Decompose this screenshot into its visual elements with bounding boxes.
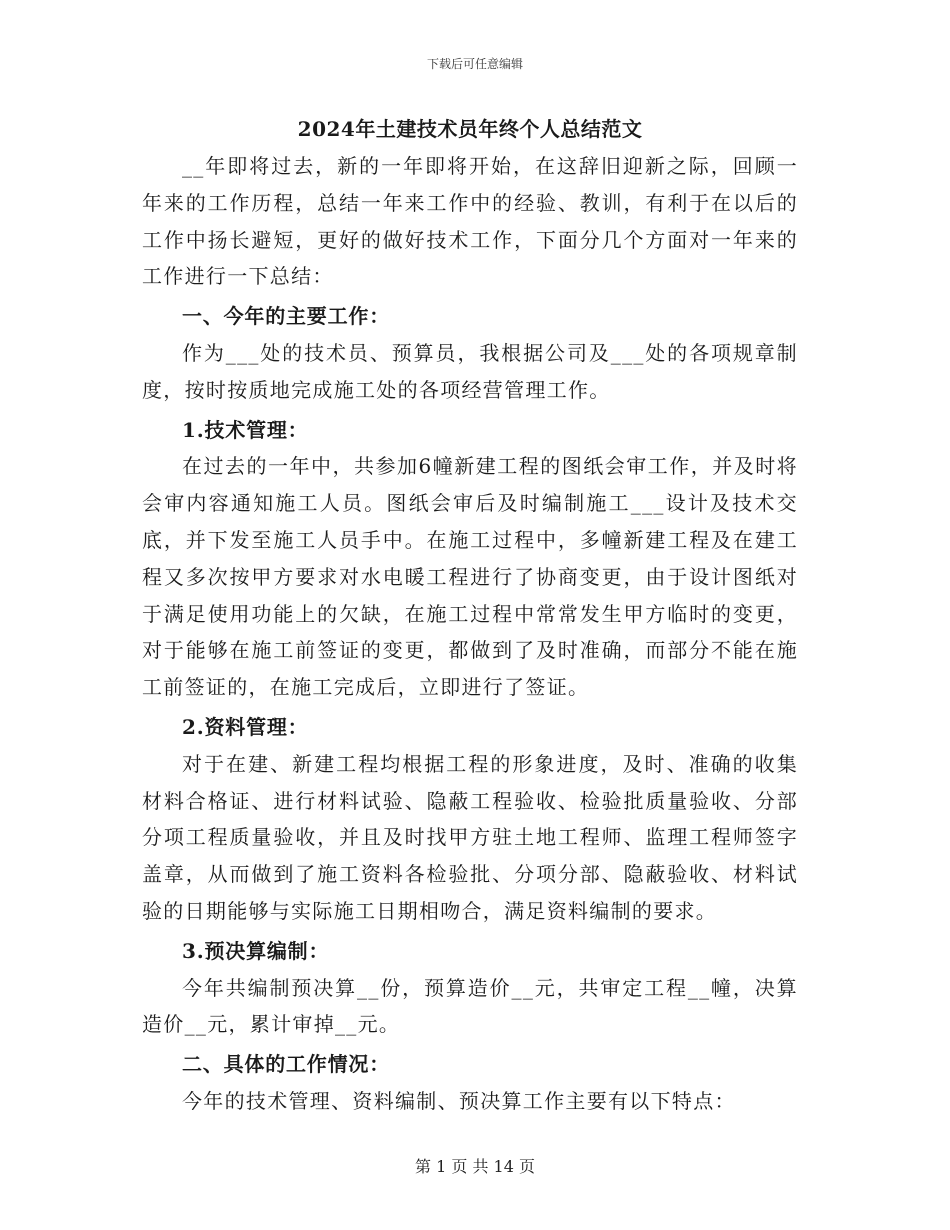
document-management-paragraph: 对于在建、新建工程均根据工程的形象进度，及时、准确的收集材料合格证、进行材料试验、隐蔽工程验收、检验批质量验收、分部分项工程质量验收，并且及时找甲方驻土地工程师、监理工程师签字盖章，从而做到了施工资料各检验批、分项分部、隐蔽验收、材料试验的日期能够与实际施工日期相吻合，满足资料编制的要求。 (142, 751, 798, 923)
work-details-paragraph: 今年的技术管理、资料编制、预决算工作主要有以下特点： (182, 1088, 736, 1113)
document-title: 2024年土建技术员年终个人总结范文 (297, 117, 643, 141)
section-heading-main-work: 一、今年的主要工作： (182, 304, 390, 329)
header-note: 下载后可任意编辑 (426, 57, 523, 71)
subheading-document-management: 2.资料管理： (182, 714, 309, 739)
subheading-budget-settlement: 3.预决算编制： (182, 938, 330, 963)
budget-settlement-paragraph: 今年共编制预决算__份，预算造价__元，共审定工程__幢，决算造价__元，累计审掉__元。 (142, 975, 798, 1037)
section-main-work-paragraph: 作为___处的技术员、预算员，我根据公司及___处的各项规章制度，按时按质地完成施工处的各项经营管理工作。 (142, 340, 798, 402)
subheading-technical-management: 1.技术管理： (182, 417, 309, 442)
page-number: 第 1 页 共 14 页 (415, 1157, 535, 1176)
intro-paragraph: __年即将过去，新的一年即将开始，在这辞旧迎新之际，回顾一年来的工作历程，总结一年来工作中的经验、教训，有利于在以后的工作中扬长避短，更好的做好技术工作，下面分几个方面对一年来的工作进行一下总结： (142, 154, 798, 289)
section-heading-work-details: 二、具体的工作情况： (182, 1052, 390, 1077)
document-body (142, 112, 798, 1120)
technical-management-paragraph: 在过去的一年中，共参加6幢新建工程的图纸会审工作，并及时将会审内容通知施工人员。图纸会审后及时编制施工___设计及技术交底，并下发至施工人员手中。在施工过程中，多幢新建工程及在建工程又多次按甲方要求对水电暖工程进行了协商变更，由于设计图纸对于满足使用功能上的欠缺，在施工过程中常常发生甲方临时的变更，对于能够在施工前签证的变更，都做到了及时准确，而部分不能在施工前签证的，在施工完成后，立即进行了签证。 (142, 454, 798, 700)
